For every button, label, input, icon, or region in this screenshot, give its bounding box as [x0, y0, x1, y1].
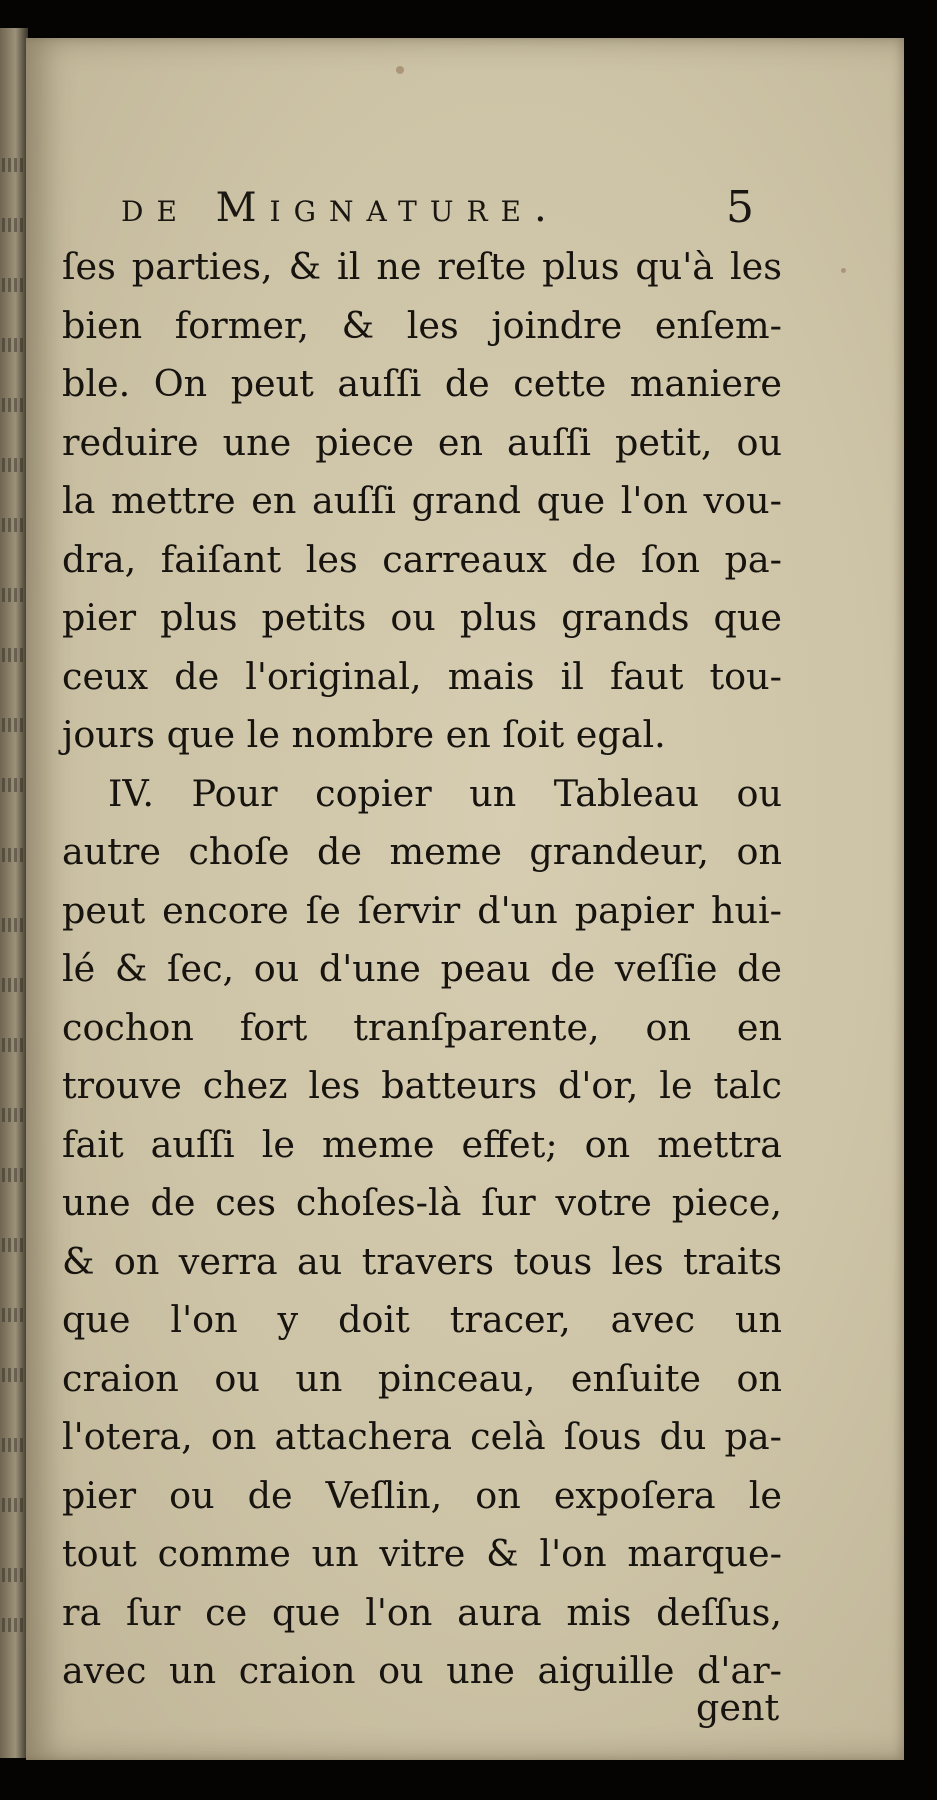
text-line: une de ces choſes-là ſur votre piece,	[62, 1181, 782, 1224]
text-line: la mettre en auſſi grand que l'on vou-	[62, 479, 782, 522]
bleed-through-mark	[2, 158, 26, 172]
paper-stain	[396, 66, 404, 74]
bleed-through-mark	[2, 978, 26, 992]
text-line: ſes parties, & il ne reſte plus qu'à les	[62, 245, 782, 288]
bleed-through-mark	[2, 218, 26, 232]
bleed-through-mark	[2, 1108, 26, 1122]
text-line: l'otera, on attachera celà ſous du pa-	[62, 1415, 782, 1458]
bleed-through-mark	[2, 1038, 26, 1052]
running-head-title: de Mignature.	[121, 185, 560, 231]
bleed-through-mark	[2, 398, 26, 412]
paper-stain	[841, 268, 846, 273]
bleed-through-mark	[2, 1168, 26, 1182]
text-line: & on verra au travers tous les traits	[62, 1239, 782, 1283]
bleed-through-mark	[2, 778, 26, 792]
bleed-through-mark	[2, 588, 26, 602]
text-line: craion ou un pinceau, enſuite on	[62, 1356, 782, 1400]
facing-page-edge	[0, 28, 28, 1758]
text-line: reduire une piece en auſſi petit, ou	[62, 420, 782, 464]
bleed-through-mark	[2, 458, 26, 472]
bleed-through-mark	[2, 918, 26, 932]
text-line: trouve chez les batteurs d'or, le talc	[62, 1064, 782, 1107]
text-line: fait auſſi le meme effet; on mettra	[62, 1122, 782, 1166]
bleed-through-mark	[2, 1568, 26, 1582]
bleed-through-mark	[2, 518, 26, 532]
bleed-through-mark	[2, 1438, 26, 1452]
page-number: 5	[726, 182, 754, 233]
bleed-through-mark	[2, 648, 26, 662]
bleed-through-mark	[2, 1308, 26, 1322]
text-line: ra ſur ce que l'on aura mis deſſus,	[62, 1590, 782, 1634]
text-line: jours que le nombre en ſoit egal.	[62, 713, 666, 756]
text-line: pier ou de Veſlin, on expoſera le	[62, 1473, 782, 1517]
text-line: peut encore ſe ſervir d'un papier hui-	[62, 888, 782, 932]
bleed-through-mark	[2, 1498, 26, 1512]
bleed-through-mark	[2, 1368, 26, 1382]
text-line: ble. On peut auſſi de cette maniere	[62, 362, 782, 405]
text-line: pier plus petits ou plus grands que	[62, 596, 782, 639]
body-text	[62, 238, 782, 1701]
bleed-through-mark	[2, 718, 26, 732]
text-line: cochon fort tranſparente, on en	[62, 1005, 782, 1049]
text-line: lé & ſec, ou d'une peau de veſſie de	[62, 947, 782, 990]
bleed-through-mark	[2, 1618, 26, 1632]
text-line: que l'on y doit tracer, avec un	[62, 1298, 782, 1341]
text-line: tout comme un vitre & l'on marque-	[62, 1532, 782, 1575]
section-start-line: IV. Pour copier un Tableau ou	[108, 771, 782, 815]
catchword: gent	[696, 1686, 780, 1729]
bleed-through-mark	[2, 278, 26, 292]
book-page	[26, 38, 904, 1760]
text-line: autre choſe de meme grandeur, on	[62, 830, 782, 873]
bleed-through-mark	[2, 848, 26, 862]
text-line: avec un craion ou une aiguille d'ar-	[62, 1649, 782, 1692]
running-head	[26, 178, 904, 238]
bleed-through-mark	[2, 338, 26, 352]
bleed-through-mark	[2, 1238, 26, 1252]
text-line: ceux de l'original, mais il faut tou-	[62, 654, 782, 698]
text-line: dra, faiſant les carreaux de ſon pa-	[62, 537, 782, 581]
text-line: bien former, & les joindre enſem-	[62, 303, 782, 347]
